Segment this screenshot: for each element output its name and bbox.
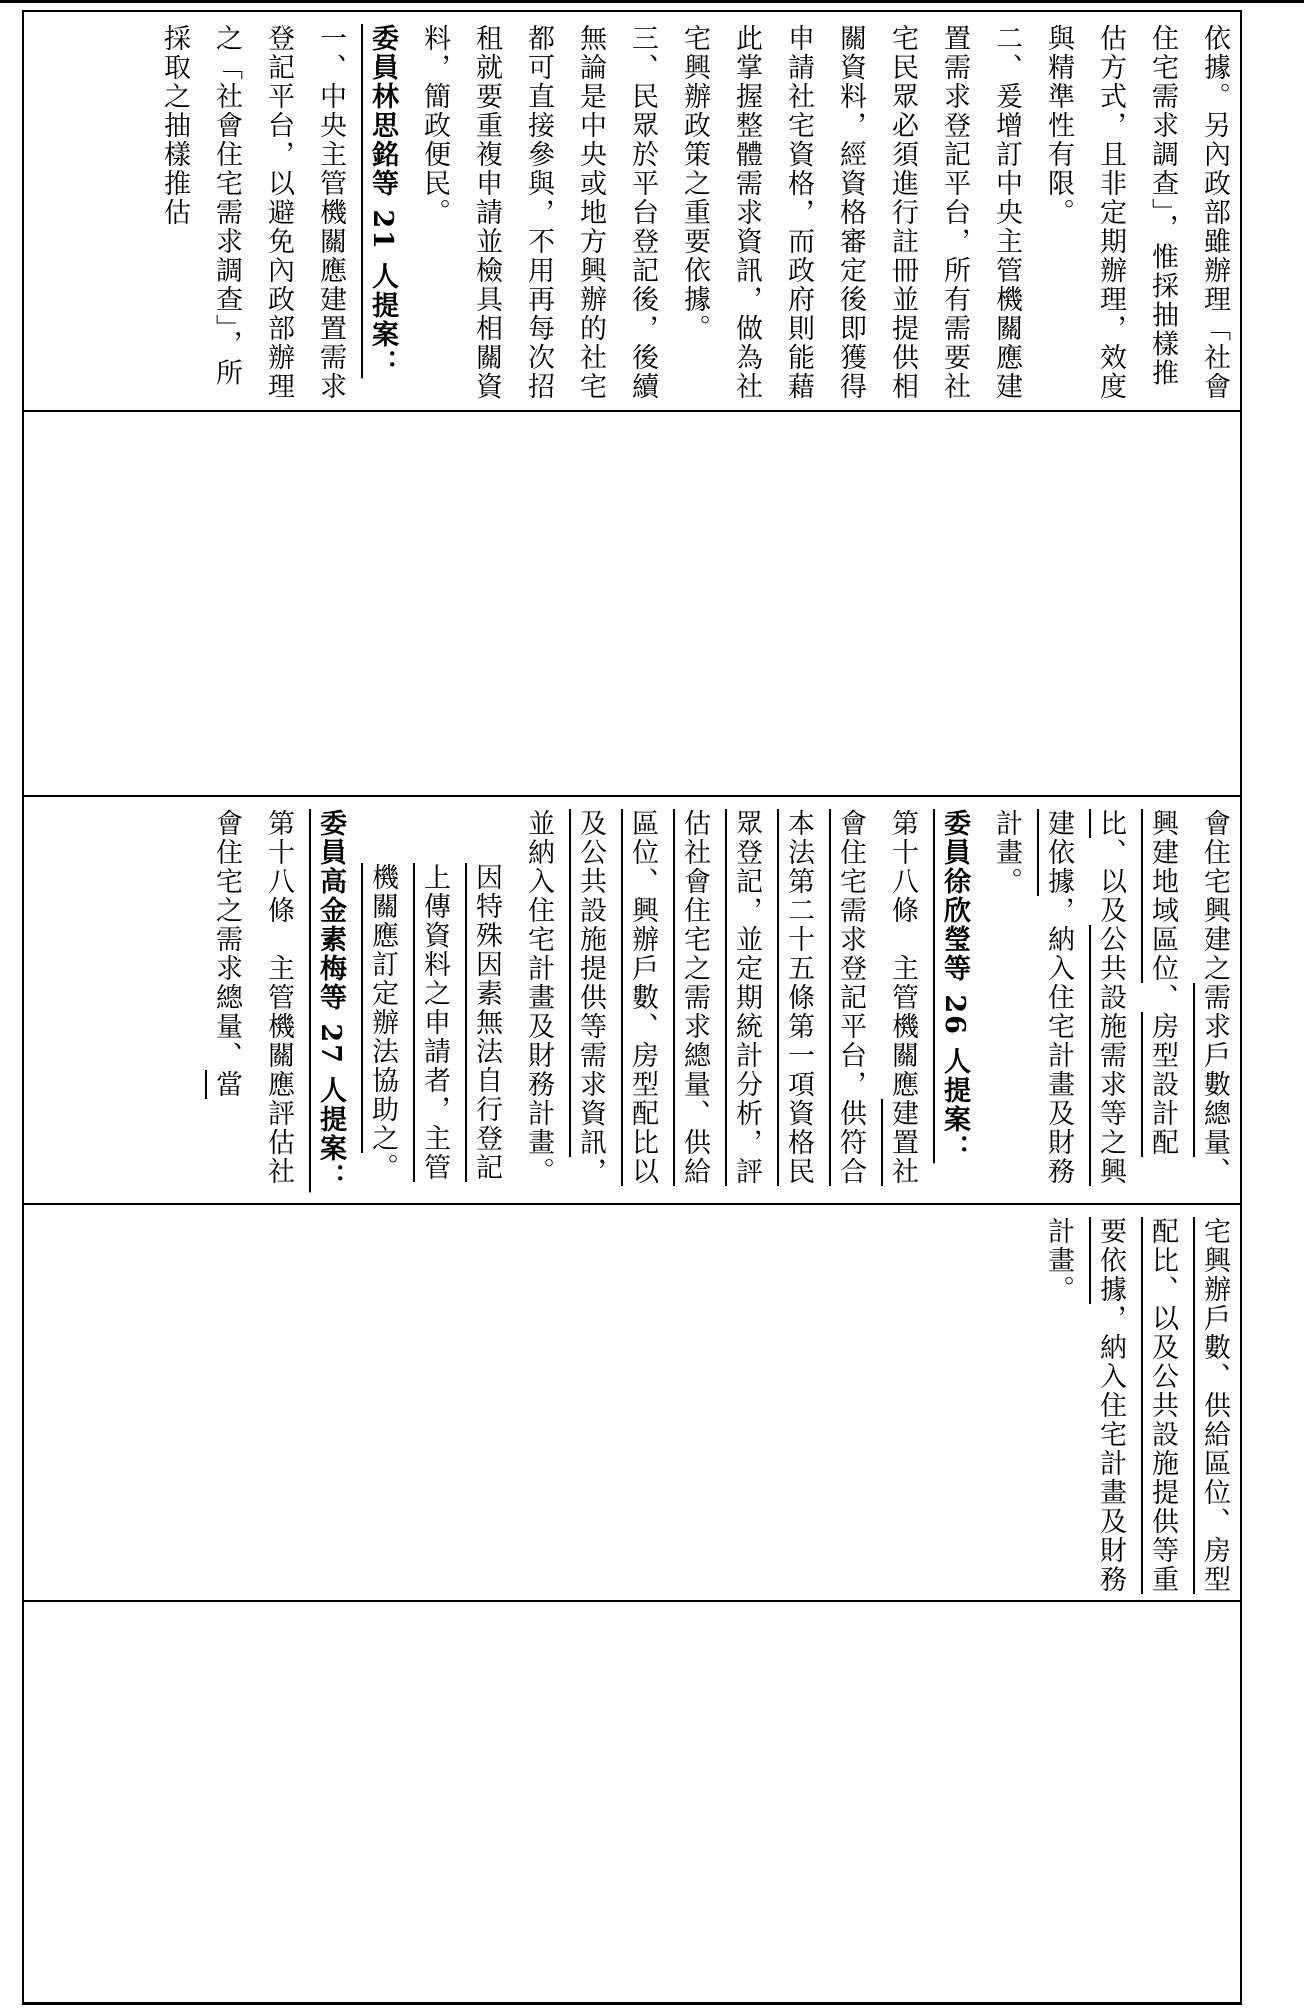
paragraph (1032, 1217, 1240, 1599)
text-segment: 房型設計配比 (1095, 809, 1178, 1157)
text-segment: 、 (1199, 1157, 1230, 1186)
proposal-heading (304, 809, 356, 1201)
text-segment: ，納入住宅計畫及財務計畫。 (1043, 1217, 1126, 1594)
table-bottom-border (22, 2002, 1242, 2005)
text-segment: 委員徐欣瑩等 26 人提案： (939, 809, 970, 1164)
table-top-border (0, 0, 1304, 3)
text-segment: 需求戶數總量 (1199, 983, 1230, 1157)
paragraph (668, 24, 1032, 408)
paragraph (200, 809, 304, 1201)
text-segment: 公共設施需求等之興建依據 (1043, 809, 1126, 1186)
paragraph (356, 809, 512, 1201)
row-2-left-column-text (24, 1205, 1240, 1599)
text-segment: 宅興辦戶數、供給區位、房型配比、以及公共設施提供等重要依據 (1095, 1217, 1230, 1594)
text-segment: 一、中央主管機關應建置需求登記平台，以避免內政部辦理之「社會住宅需求調查」，所採取之抽樣推估 (159, 24, 346, 401)
paragraph (1032, 24, 1240, 408)
text-segment: 。 (367, 1153, 398, 1182)
text-segment: 第十八條 主管機關應 (887, 809, 918, 1099)
text-segment: 依據。另內政部雖辦理「社會住宅需求調查」，惟採抽樣推估方式，且非定期辦理，效度與精準性有限。 (1043, 24, 1230, 401)
row-1-right-column-text (24, 12, 1240, 408)
text-segment: 會住宅興建之 (1199, 809, 1230, 983)
text-segment: 二、爰增訂中央主管機關應建置需求登記平台，所有需要社宅民眾必須進行註冊並提供相關資料，經資格審定後即獲得申請社宅資格，而政府則能藉此掌握整體需求資訊，做為社宅興辦政策之重要依據。 (679, 24, 1022, 401)
text-segment: 當 (211, 1070, 242, 1099)
proposal-heading (928, 809, 980, 1201)
text-segment: 第十八條 主管機關應評估社會住宅之需求總量、 (211, 809, 294, 1186)
text-segment: 委員林思銘等 21 人提案： (367, 24, 398, 379)
paragraph (980, 809, 1240, 1201)
text-segment: 建置社會住宅需求登記平台，供符合本法第二十五條第一項資格民眾登記，並定期統計分析，評估社會住宅之需求總量、供給區位、興辦戶數、房型配比以及公共設施提供等需求資訊 (575, 809, 918, 1186)
paragraph (408, 24, 668, 408)
text-segment: 因特殊因素無法自行登記上傳資料之申請者，主管機關應訂定辦法協助之 (367, 863, 502, 1182)
text-segment: 、以及 (1095, 838, 1126, 925)
row-2-right-column-text (24, 797, 1240, 1201)
row-1-left-column-text (24, 412, 1240, 794)
text-segment: ，納入住宅計畫及財務計畫。 (991, 809, 1074, 1186)
text-segment: ，並納入住宅計畫及財務計畫。 (523, 809, 606, 1186)
text-segment: 、 (1147, 983, 1178, 1012)
text-segment: 興建地域區位 (1147, 809, 1178, 983)
table-right-border (1240, 10, 1242, 2004)
paragraph (512, 809, 928, 1201)
row-divider (22, 1600, 1242, 1602)
paragraph (148, 24, 356, 408)
text-segment: 三、民眾於平台登記後，後續無論是中央或地方興辦的社宅都可直接參與，不用再每次招租就要重複申請並檢具相關資料，簡政便民。 (419, 24, 658, 401)
proposal-heading (356, 24, 408, 408)
text-segment: 委員高金素梅等 27 人提案： (315, 809, 346, 1193)
